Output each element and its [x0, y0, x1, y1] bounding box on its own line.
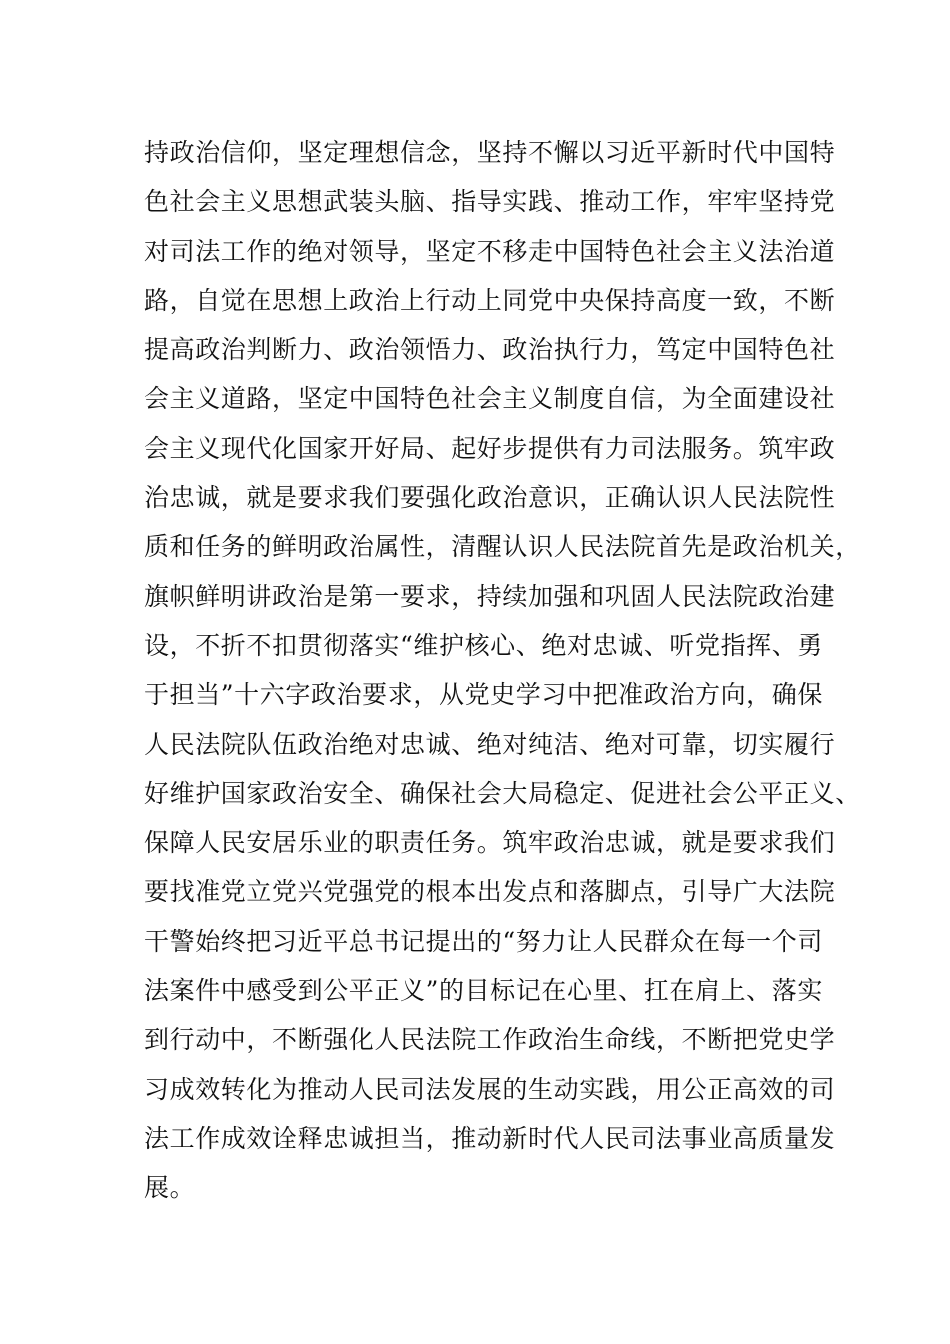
paragraph-line: 到行动中，不断强化人民法院工作政治生命线，不断把党史学 — [144, 1025, 836, 1055]
paragraph-line: 好维护国家政治安全、确保社会大局稳定、促进社会公平正义、 — [144, 778, 861, 808]
paragraph-line: 人民法院队伍政治绝对忠诚、绝对纯洁、绝对可靠，切实履行 — [144, 729, 836, 759]
paragraph-line: 持政治信仰，坚定理想信念，坚持不懈以习近平新时代中国特 — [144, 138, 836, 167]
paragraph-line: 要找准党立党兴党强党的根本出发点和落脚点，引导广大法院 — [144, 877, 836, 907]
body-paragraph — [144, 128, 861, 1213]
paragraph-line: 会主义道路，坚定中国特色社会主义制度自信，为全面建设社 — [144, 384, 836, 414]
paragraph-line: 习成效转化为推动人民司法发展的生动实践，用公正高效的司 — [144, 1074, 836, 1104]
paragraph-line: 干警始终把习近平总书记提出的“努力让人民群众在每一个司 — [144, 926, 823, 956]
paragraph-line: 路，自觉在思想上政治上行动上同党中央保持高度一致，不断 — [144, 285, 836, 315]
paragraph-line: 法案件中感受到公平正义”的目标记在心里、扛在肩上、落实 — [144, 976, 823, 1006]
paragraph-line: 展。 — [144, 1173, 196, 1203]
paragraph-line: 于担当”十六字政治要求，从党史学习中把准政治方向，确保 — [144, 680, 823, 710]
paragraph-line: 会主义现代化国家开好局、起好步提供有力司法服务。筑牢政 — [144, 433, 836, 463]
paragraph-line: 法工作成效诠释忠诚担当，推动新时代人民司法事业高质量发 — [144, 1123, 836, 1153]
paragraph-line: 治忠诚，就是要求我们要强化政治意识，正确认识人民法院性 — [144, 483, 836, 513]
paragraph-line: 提高政治判断力、政治领悟力、政治执行力，笃定中国特色社 — [144, 335, 836, 365]
paragraph-line: 设，不折不扣贯彻落实“维护核心、绝对忠诚、听党指挥、勇 — [144, 630, 823, 660]
paragraph-line: 旗帜鲜明讲政治是第一要求，持续加强和巩固人民法院政治建 — [144, 581, 836, 611]
paragraph-line: 色社会主义思想武装头脑、指导实践、推动工作，牢牢坚持党 — [144, 187, 836, 217]
paragraph-line: 质和任务的鲜明政治属性，清醒认识人民法院首先是政治机关， — [144, 532, 861, 562]
paragraph-line: 保障人民安居乐业的职责任务。筑牢政治忠诚，就是要求我们 — [144, 828, 836, 858]
paragraph-line: 对司法工作的绝对领导，坚定不移走中国特色社会主义法治道 — [144, 236, 836, 266]
